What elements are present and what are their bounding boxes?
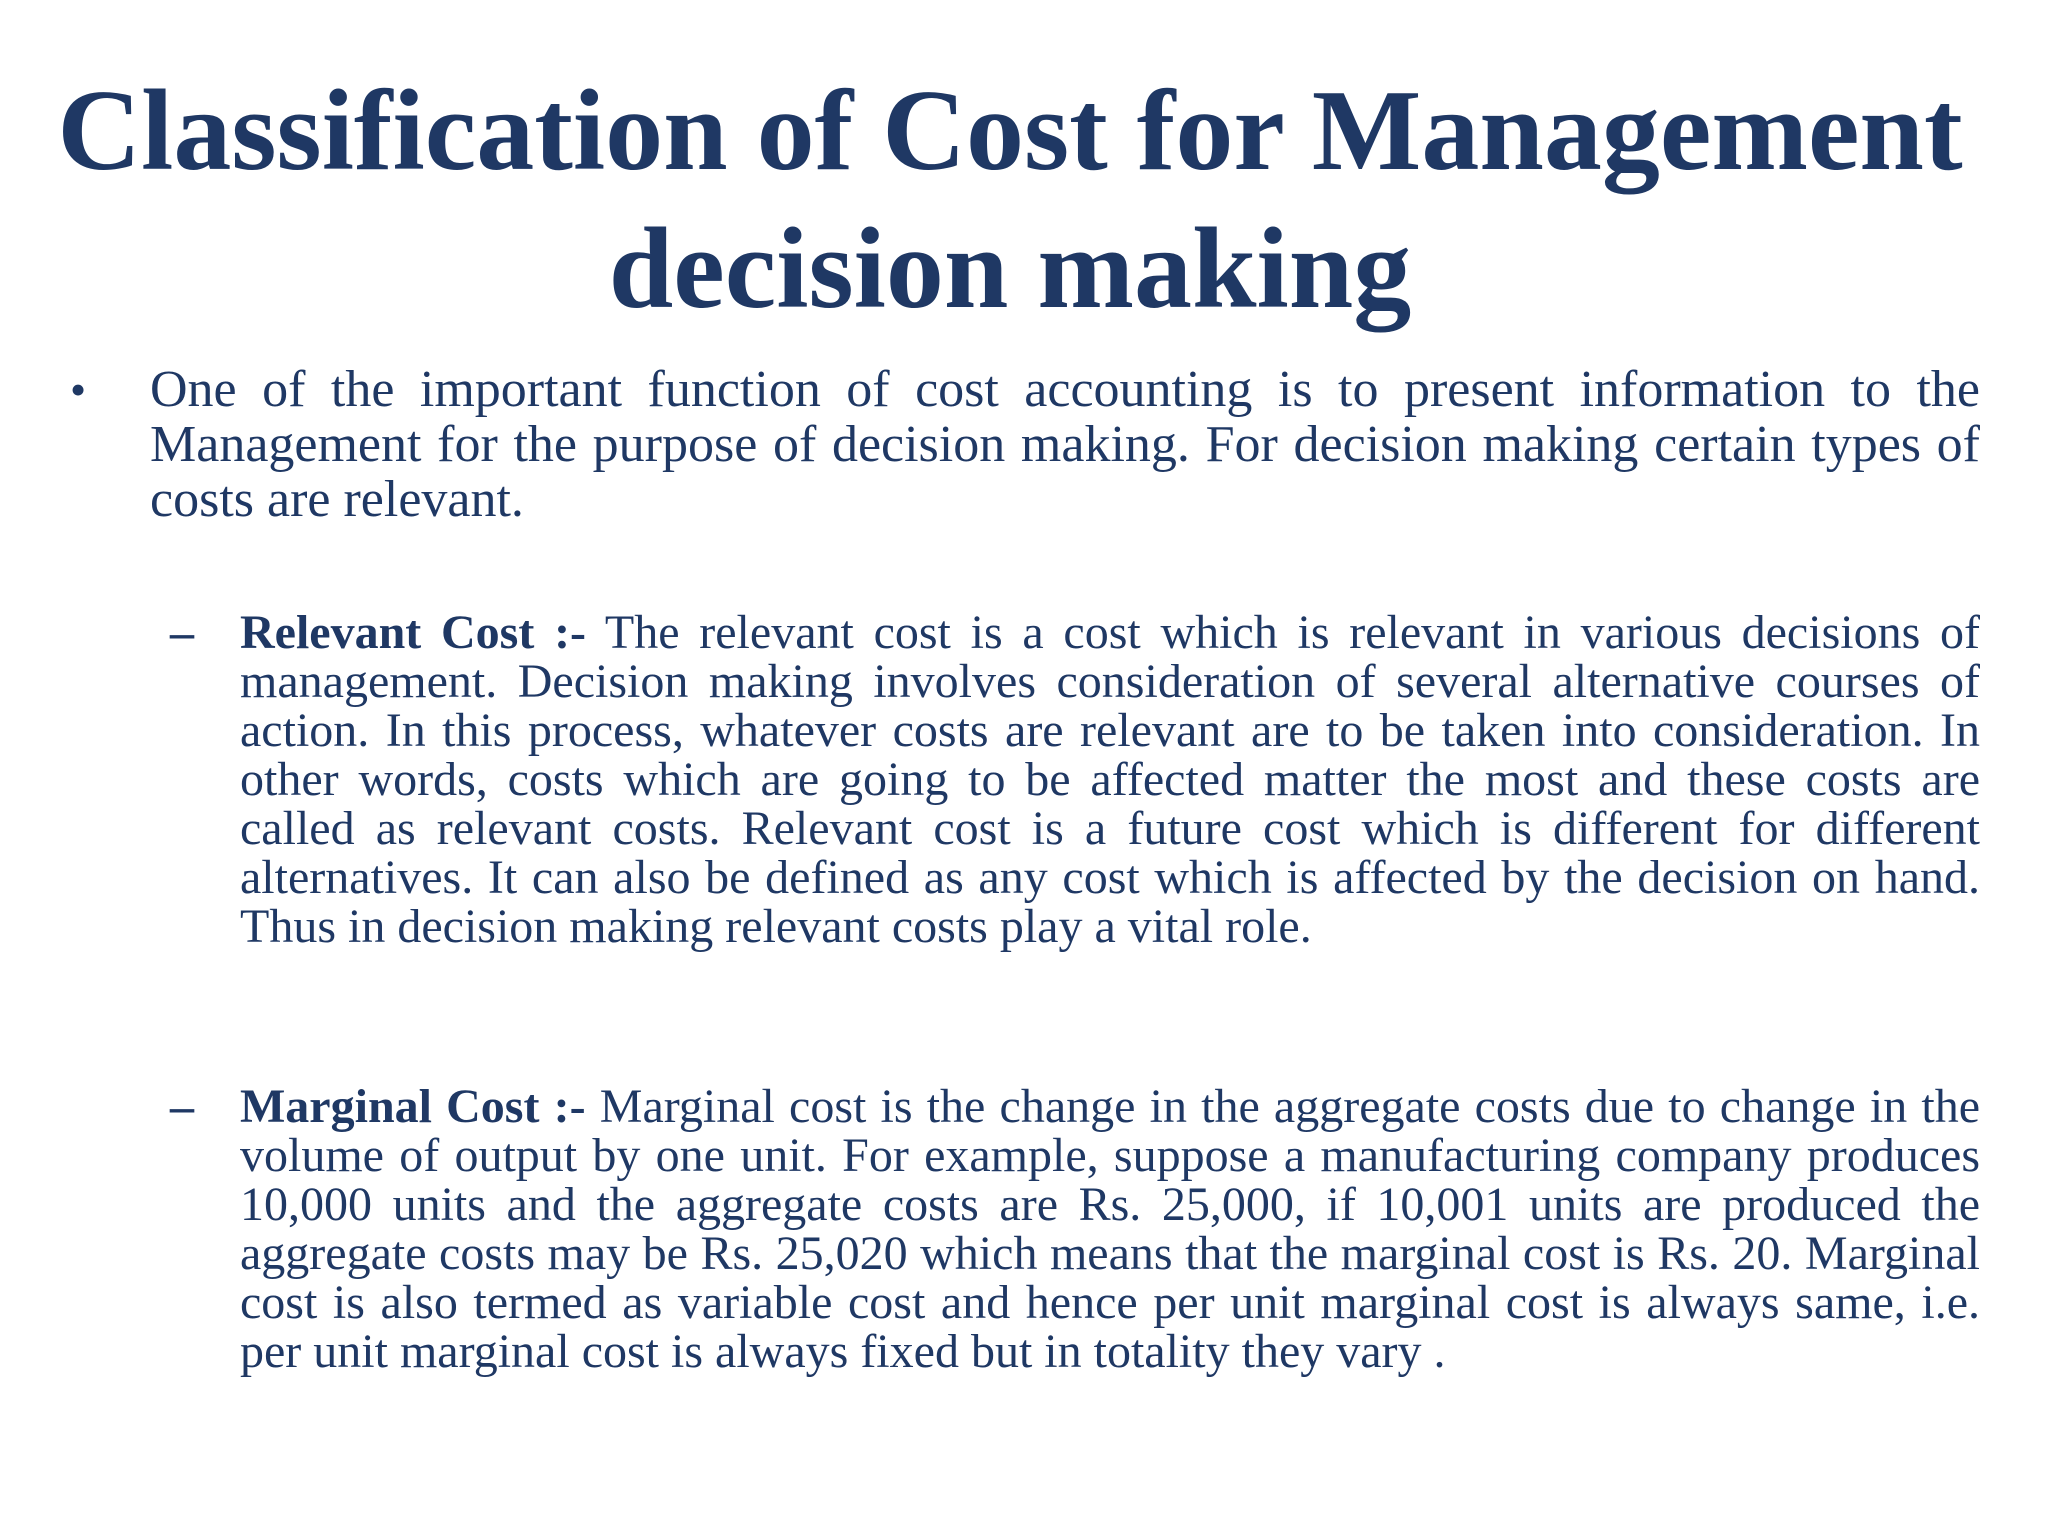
subpoint-body: Marginal cost is the change in the aggregate costs due to change in the volume of output by one unit. For example, suppose a manufacturing company produces 10,000 units and the aggregate costs are Rs. 25,000, if 10,001 units are produced the aggregate costs may be Rs. 25,020 which means that the marginal cost is Rs. 20. Marginal cost is also termed as variable cost and hence per unit marginal cost is always same, i.e. per unit marginal cost is always fixed but in totality they vary . <box>240 1080 1981 1378</box>
subpoint-text <box>240 1082 1980 1376</box>
subpoint-body: The relevant cost is a cost which is relevant in various decisions of management. Decision making involves consideration of several alternative courses of action. In this process, whatever costs are relevant are to be taken into consideration. In other words, costs which are going to be affected matter the most and these costs are called as relevant costs. Relevant cost is a future cost which is different for different alternatives. It can also be defined as any cost which is affected by the decision on hand. Thus in decision making relevant costs play a vital role. <box>240 606 1980 953</box>
slide-title: Classification of Cost for Management decision making <box>57 67 1963 333</box>
subpoint-term: Marginal Cost :- <box>240 1080 586 1133</box>
main-bullet <box>70 362 1980 527</box>
dash-marker: – <box>170 606 194 659</box>
subpoint-relevant-cost <box>170 608 1980 951</box>
subpoint-term: Relevant Cost :- <box>240 606 587 659</box>
subpoint-text <box>240 608 1980 951</box>
dash-marker: – <box>170 1080 194 1133</box>
bullet-text: One of the important function of cost accounting is to present information to the Management for the purpose of decision making. For decision making certain types of costs are relevant. <box>150 361 1980 528</box>
subpoint-marginal-cost <box>170 1082 1980 1376</box>
bullet-marker: • <box>70 364 87 415</box>
